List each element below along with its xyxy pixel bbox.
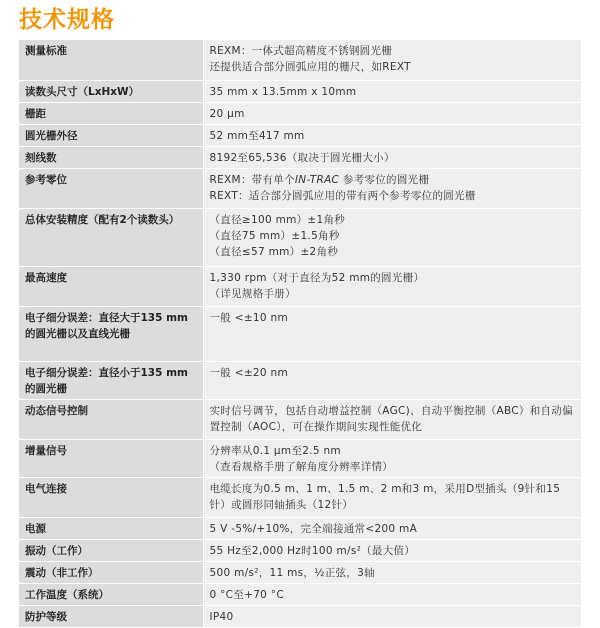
- value-line: 20 μm: [209, 107, 245, 120]
- row-value: [203, 439, 581, 477]
- row-label: 读数头尺寸（LxHxW）: [19, 80, 203, 102]
- table-row: [19, 517, 581, 539]
- row-value: [203, 361, 581, 399]
- value-line: 52 mm至417 mm: [209, 129, 305, 142]
- table-row: [19, 102, 581, 124]
- table-row: [19, 306, 581, 361]
- value-line: 一般 <±10 nm: [209, 311, 289, 324]
- table-row: [19, 266, 581, 306]
- value-text: 参考零位的圆光栅: [342, 173, 430, 186]
- table-row: [19, 168, 581, 208]
- row-value: [203, 146, 581, 168]
- row-label: 震动（非工作）: [19, 561, 203, 583]
- value-line: REXM：一体式超高精度不锈钢圆光栅: [209, 45, 393, 57]
- value-line: （详见规格手册）: [209, 287, 296, 300]
- row-value: [203, 40, 581, 80]
- value-line: 电缆长度为0.5 m、1 m、1.5 m、2 m和3 m，采用D型插头（9针和15针）或圆形同轴插头（12针）: [209, 482, 561, 511]
- in-trac-text: IN-TRAC: [294, 173, 340, 186]
- value-line: [210, 172, 576, 188]
- row-label: 增量信号: [19, 439, 203, 477]
- value-line: 1,330 rpm（对于直径为52 mm的圆光栅）: [209, 271, 425, 284]
- value-line: REXT：适合部分圆弧应用的带有两个参考零位的圆光栅: [209, 189, 476, 202]
- value-line: （查看规格手册了解角度分辨率详情）: [209, 460, 394, 473]
- spec-table: [19, 40, 581, 628]
- value-line: （直径≥100 mm）±1角秒: [209, 213, 346, 226]
- table-row: [19, 561, 581, 583]
- table-row: [19, 539, 581, 561]
- value-line: 0 °C至+70 °C: [209, 588, 284, 601]
- table-row: [19, 477, 581, 517]
- row-value: [203, 561, 581, 583]
- value-line: 8192至65,536（取决于圆光栅大小）: [209, 151, 395, 164]
- row-value: [203, 266, 581, 306]
- value-line: 还提供适合部分圆弧应用的栅尺，如REXT: [209, 61, 411, 73]
- table-row: [19, 399, 581, 439]
- row-value: [203, 605, 581, 627]
- row-label: 振动（工作）: [19, 539, 203, 561]
- row-value: [203, 208, 581, 266]
- table-row: [19, 605, 581, 627]
- row-label: 工作温度（系统）: [19, 583, 203, 605]
- table-row: [19, 583, 581, 605]
- row-label: 电子细分误差：直径大于135 mm的圆光栅以及直线光栅: [19, 306, 203, 361]
- value-line: 500 m/s²，11 ms，½正弦，3轴: [209, 566, 375, 579]
- value-line: 一般 <±20 nm: [209, 366, 289, 379]
- row-value: [203, 168, 581, 208]
- row-label: 总体安装精度（配有2个读数头）: [19, 208, 203, 266]
- row-value: [203, 102, 581, 124]
- table-row: [19, 40, 581, 80]
- row-label: 电源: [19, 517, 203, 539]
- value-line: 实时信号调节，包括自动增益控制（AGC)、自动平衡控制（ABC）和自动偏置控制（AOC），可在操作期间实现性能优化: [209, 404, 573, 433]
- row-value: [203, 477, 581, 517]
- row-label: 刻线数: [19, 146, 203, 168]
- row-value: [203, 306, 581, 361]
- row-value: [203, 399, 581, 439]
- row-label: 最高速度: [19, 266, 203, 306]
- value-line: 35 mm x 13.5mm x 10mm: [209, 85, 357, 98]
- row-value: [203, 124, 581, 146]
- row-label: 电气连接: [19, 477, 203, 517]
- row-value: [203, 517, 581, 539]
- row-label: 动态信号控制: [19, 399, 203, 439]
- value-line: 5 V -5%/+10%，完全端接通常<200 mA: [209, 522, 418, 535]
- row-label: 电子细分误差：直径小于135 mm的圆光栅: [19, 361, 203, 399]
- row-label: 防护等级: [19, 605, 203, 627]
- value-line: 分辨率从0.1 μm至2.5 nm: [209, 444, 341, 457]
- table-row: [19, 439, 581, 477]
- row-value: [203, 539, 581, 561]
- table-row: [19, 124, 581, 146]
- table-row: [19, 208, 581, 266]
- value-line: （直径≤57 mm）±2角秒: [209, 245, 339, 258]
- table-row: [19, 146, 581, 168]
- value-line: IP40: [209, 610, 234, 623]
- page-title: 技术规格: [19, 7, 115, 33]
- row-label: 参考零位: [19, 168, 203, 208]
- table-row: [19, 361, 581, 399]
- row-label: 圆光栅外径: [19, 124, 203, 146]
- value-line: （直径75 mm）±1.5角秒: [209, 229, 340, 242]
- value-line: 55 Hz至2,000 Hz时100 m/s²（最大值）: [209, 544, 416, 557]
- value-text: REXM：带有单个: [209, 173, 295, 186]
- row-label: 栅距: [19, 102, 203, 124]
- row-value: [203, 80, 581, 102]
- row-label: 测量标准: [19, 40, 203, 80]
- row-value: [203, 583, 581, 605]
- table-row: [19, 80, 581, 102]
